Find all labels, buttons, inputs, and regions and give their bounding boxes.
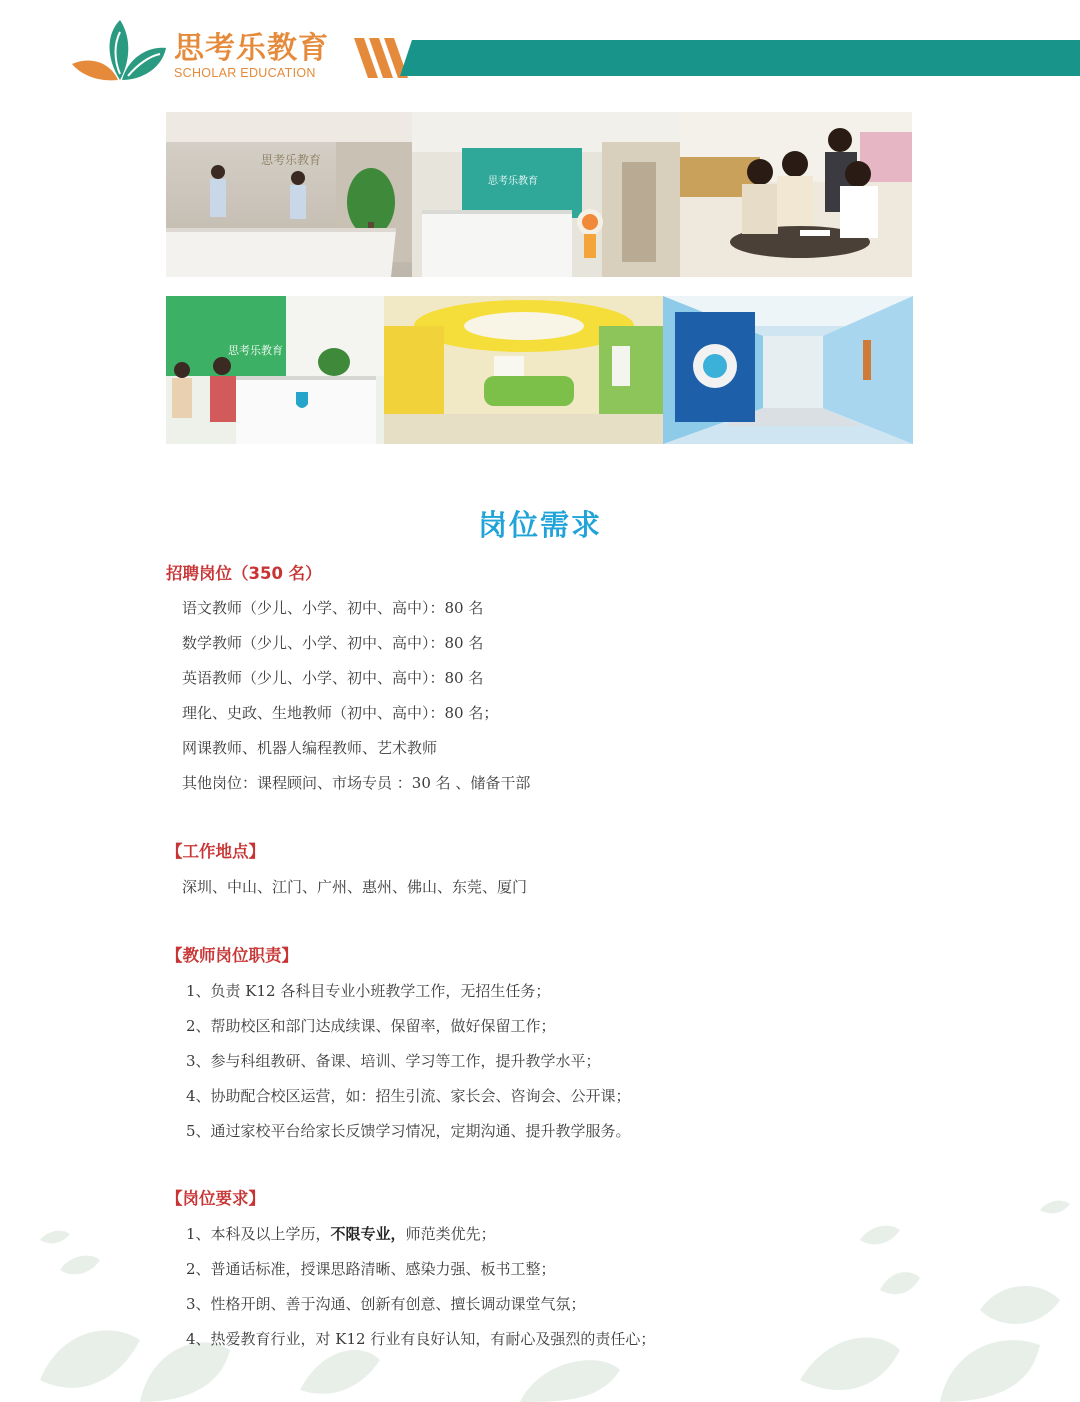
photo-reception-desk [166,112,412,277]
leaf-logo-icon [70,18,170,88]
photo-sign-text: 思考乐教育 [228,344,283,357]
duty-item: 5、通过家校平台给家长反馈学习情况，定期沟通、提升教学服务。 [186,1122,631,1140]
location-heading: 【工作地点】 [166,842,265,861]
duty-item: 3、参与科组教研、备课、培训、学习等工作，提升教学水平； [186,1052,601,1070]
photo-sign-text: 思考乐教育 [261,153,322,167]
header-banner [0,0,1080,100]
recruit-heading: 招聘岗位（350 名） [166,564,322,583]
requirement-emphasis: 不限专业， [330,1225,406,1243]
recruit-item: 语文教师（少儿、小学、初中、高中）：80 名 [182,599,484,617]
requirement-item: 2、普通话标准，授课思路清晰、感染力强、板书工整； [186,1260,556,1278]
requirement-text: 师范类优先； [405,1225,496,1243]
photo-green-reception [166,296,384,444]
brand-name-cn: 思考乐教育 [174,31,329,66]
photo-blue-corridor [663,296,913,444]
photo-teal-lobby [412,112,680,277]
background-leaves-decoration [0,1180,1080,1402]
duty-item: 2、帮助校区和部门达成续课、保留率，做好保留工作； [186,1017,556,1035]
recruit-item: 英语教师（少儿、小学、初中、高中）：80 名 [182,669,484,687]
photo-sign-text: 思考乐教育 [488,176,538,187]
recruit-item: 网课教师、机器人编程教师、艺术教师 [182,739,438,757]
requirement-item: 3、性格开朗、善于沟通、创新有创意、擅长调动课堂气氛； [186,1295,586,1313]
brand-name-en: SCHOLAR EDUCATION [174,66,316,80]
header-teal-bar [400,40,1080,76]
location-text: 深圳、中山、江门、广州、惠州、佛山、东莞、厦门 [182,878,528,896]
photo-yellow-hall [384,296,663,444]
duty-item: 4、协助配合校区运营，如：招生引流、家长会、咨询会、公开课； [186,1087,631,1105]
duties-heading: 【教师岗位职责】 [166,946,298,965]
duty-item: 1、负责 K12 各科目专业小班教学工作，无招生任务； [186,982,551,1000]
recruit-item: 理化、史政、生地教师（初中、高中）：80 名； [182,704,499,722]
page-title: 岗位需求 [477,508,602,542]
photo-study-group [680,112,912,277]
recruit-item: 数学教师（少儿、小学、初中、高中）：80 名 [182,634,484,652]
requirement-text: 1、本科及以上学历， [186,1225,331,1243]
requirement-item: 4、热爱教育行业，对 K12 行业有良好认知，有耐心及强烈的责任心； [186,1330,656,1348]
requirements-heading: 【岗位要求】 [166,1189,265,1208]
requirement-item [186,1223,496,1245]
recruit-item: 其他岗位：课程顾问、市场专员 ：30 名 、储备干部 [182,774,531,792]
